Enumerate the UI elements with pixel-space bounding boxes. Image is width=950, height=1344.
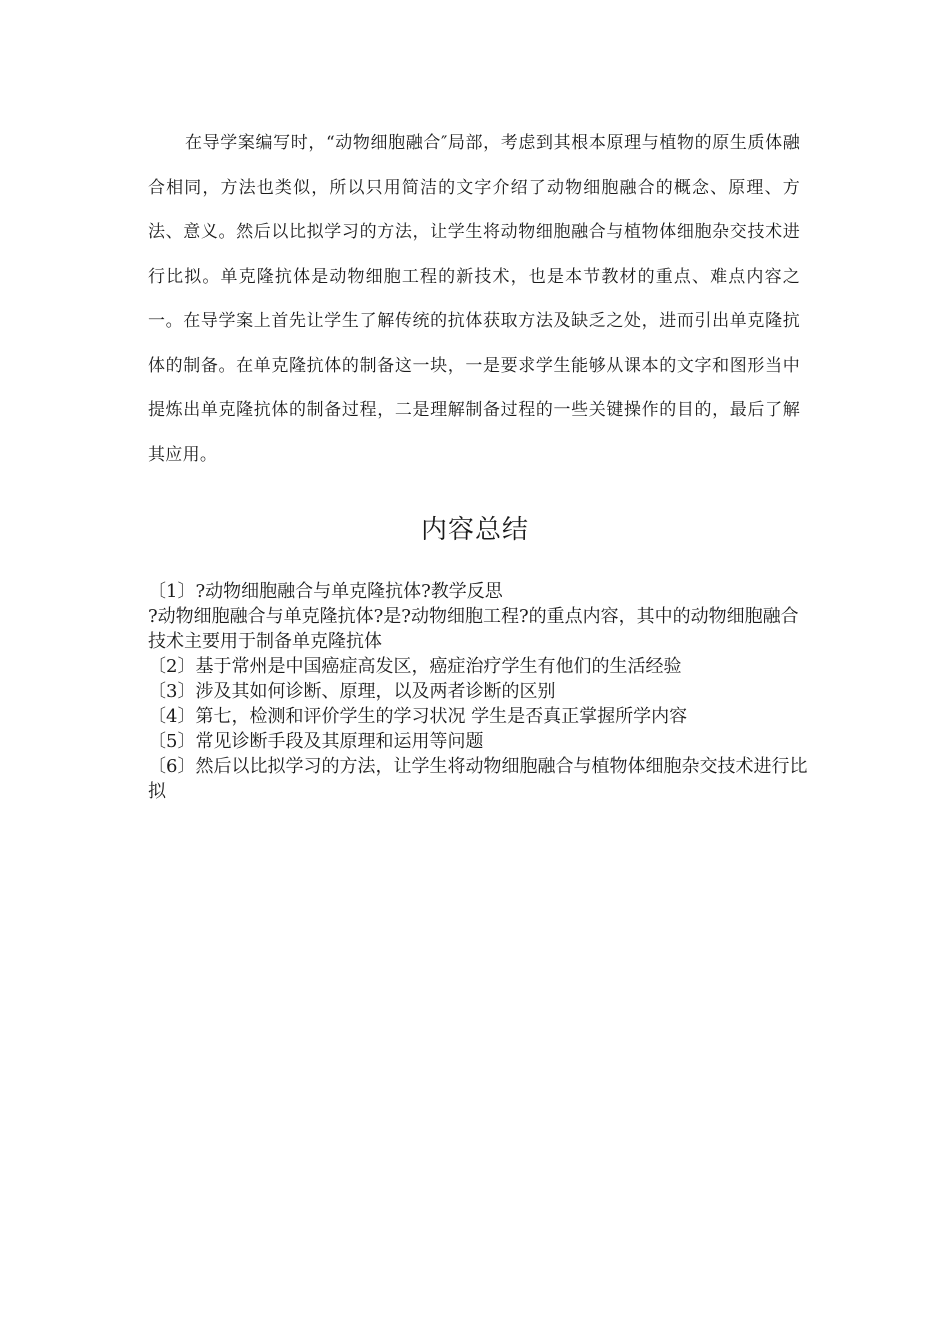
intro-line: 要求学生能够从课本的文字和图形当中提炼出单克隆抗体的制备过程，二是理 bbox=[148, 355, 800, 420]
summary-list bbox=[148, 579, 808, 804]
summary-item: 〔4〕第七，检测和评价学生的学习状况 学生是否真正掌握所学内容 bbox=[148, 706, 688, 727]
intro-line: 念、原理、方法、意义。然后以比拟学习的方法，让学生将动物细胞融合与植 bbox=[148, 177, 801, 242]
summary-item: 〔2〕基于常州是中国癌症高发区，癌症治疗学生有他们的生活经验 bbox=[148, 656, 682, 677]
summary-item: 〔6〕然后以比拟学习的方法，让学生将动物细胞融合与植物体细胞杂交技术进行比拟 bbox=[148, 756, 808, 802]
summary-item: 〔3〕涉及其如何诊断、原理，以及两者诊断的区别 bbox=[148, 681, 556, 702]
summary-item: 〔1〕?动物细胞融合与单克隆抗体?教学反思 bbox=[148, 581, 503, 602]
intro-line: 生质体融合相同，方法也类似，所以只用简洁的文字介绍了动物细胞融合的概 bbox=[148, 133, 801, 198]
intro-line: 解制备过程的一些关键操作的目的，最后了解其应用。 bbox=[148, 400, 800, 465]
intro-line: 及缺乏之处，进而引出单克隆抗体的制备。在单克隆抗体的制备这一块，一是 bbox=[148, 311, 800, 376]
intro-line: 在导学案编写时，“动物细胞融合″局部，考虑到其根本原理与植物的原 bbox=[185, 133, 730, 153]
summary-item: ?动物细胞融合与单克隆抗体?是?动物细胞工程?的重点内容，其中的动物细胞融合技术主要用于制备单克隆抗体 bbox=[148, 606, 799, 652]
section-title: 内容总结 bbox=[420, 515, 529, 545]
intro-line: 物体细胞杂交技术进行比拟。单克隆抗体是动物细胞工程的新技术，也是本节 bbox=[148, 222, 800, 287]
summary-item: 〔5〕常见诊断手段及其原理和运用等问题 bbox=[148, 731, 484, 752]
intro-line: 教材的重点、难点内容之一。在导学案上首先让学生了解传统的抗体获取方法 bbox=[148, 266, 800, 331]
intro-paragraph bbox=[148, 121, 800, 477]
